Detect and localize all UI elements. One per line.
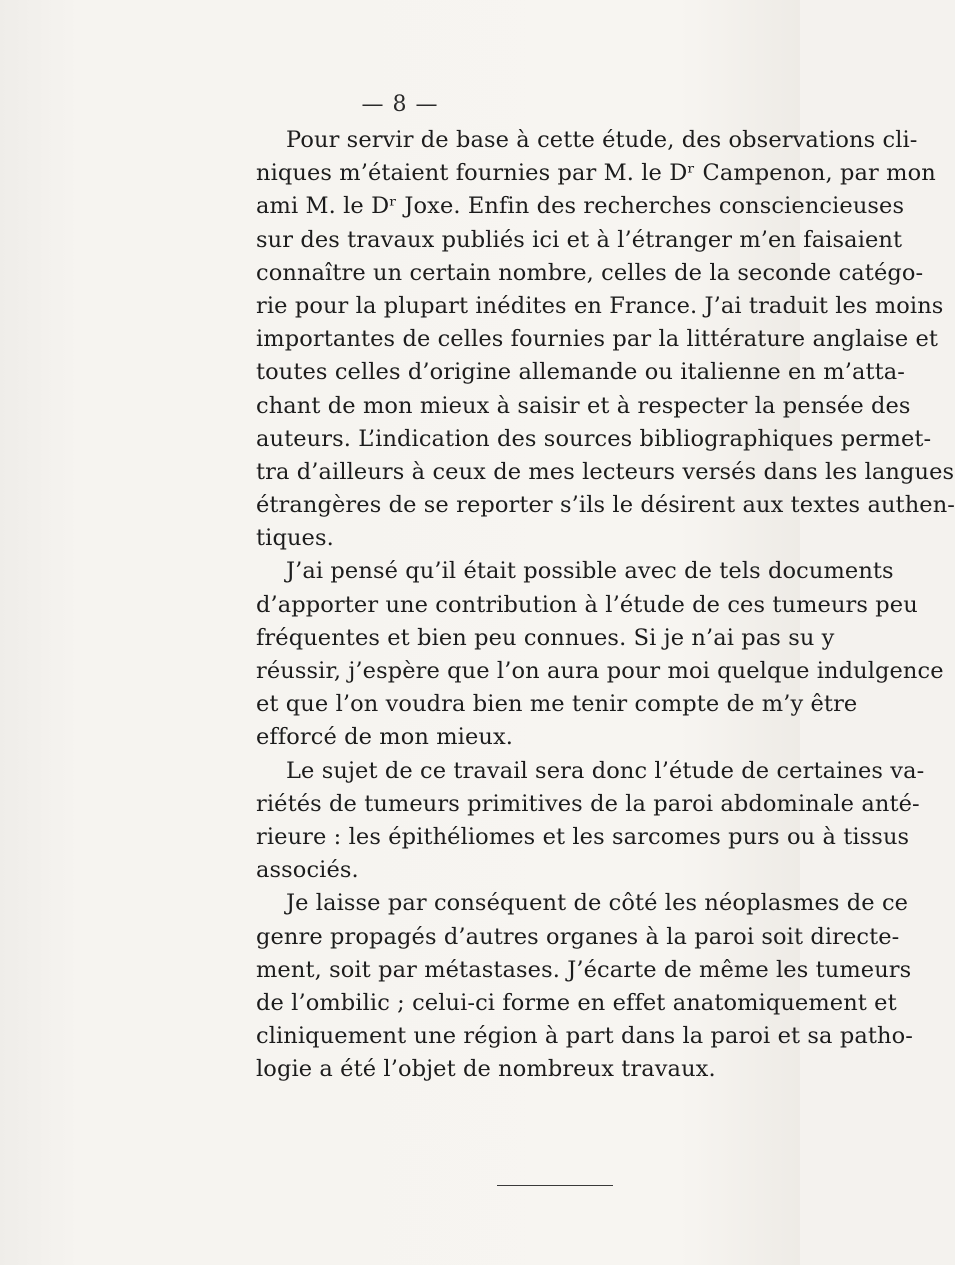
text-line: chant de mon mieux à saisir et à respecter la pensée des <box>256 392 911 419</box>
text-line: Le sujet de ce travail sera donc l’étude de certaines va- <box>286 757 925 784</box>
body-text <box>256 124 955 1086</box>
text-line: ment, soit par métastases. J’écarte de même les tumeurs <box>256 956 912 983</box>
text-line: Je laisse par conséquent de côté les néoplasmes de ce <box>286 890 909 917</box>
text-line: niques m’étaient fournies par M. le Dʳ Campenon, par mon <box>256 160 936 187</box>
page-number: — 8 — <box>361 92 439 117</box>
text-line: genre propagés d’autres organes à la paroi soit directe- <box>256 923 900 950</box>
paragraph-2 <box>256 555 944 754</box>
text-line: Pour servir de base à cette étude, des observations cli- <box>286 127 918 153</box>
text-line: rie pour la plupart inédites en France. J’ai traduit les moins <box>256 292 944 319</box>
text-line: importantes de celles fournies par la littérature anglaise et <box>256 326 939 353</box>
text-line: riétés de tumeurs primitives de la paroi abdominale anté- <box>256 790 920 817</box>
paragraph-4 <box>256 887 913 1086</box>
text-line: auteurs. L’indication des sources bibliographiques permet- <box>256 425 932 452</box>
text-line: de l’ombilic ; celui-ci forme en effet anatomiquement et <box>256 989 897 1016</box>
text-line: ami M. le Dʳ Joxe. Enfin des recherches consciencieuses <box>256 193 905 220</box>
text-line: rieure : les épithéliomes et les sarcomes purs ou à tissus <box>256 823 910 850</box>
text-line: toutes celles d’origine allemande ou italienne en m’atta- <box>256 359 905 386</box>
text-line: sur des travaux publiés ici et à l’étranger m’en faisaient <box>256 226 903 253</box>
text-line: efforcé de mon mieux. <box>256 724 514 751</box>
text-line: réussir, j’espère que l’on aura pour moi quelque indulgence <box>256 658 944 684</box>
text-line: étrangères de se reporter s’ils le désirent aux textes authen- <box>256 492 955 519</box>
text-line: d’apporter une contribution à l’étude de ces tumeurs peu <box>256 591 918 618</box>
text-line: cliniquement une région à part dans la paroi et sa patho- <box>256 1023 913 1050</box>
text-line: et que l’on voudra bien me tenir compte de m’y être <box>256 691 858 718</box>
text-line: J’ai pensé qu’il était possible avec de tels documents <box>286 558 894 585</box>
section-divider <box>497 1185 613 1186</box>
paragraph-1 <box>256 124 955 555</box>
text-line: logie a été l’objet de nombreux travaux. <box>256 1056 716 1083</box>
text-line: tra d’ailleurs à ceux de mes lecteurs versés dans les langues <box>256 458 955 485</box>
text-line: connaître un certain nombre, celles de la seconde catégo- <box>256 259 924 286</box>
text-line: associés. <box>256 857 359 884</box>
text-line: tiques. <box>256 525 334 552</box>
text-line: fréquentes et bien peu connues. Si je n’ai pas su y <box>256 624 835 651</box>
paragraph-3 <box>256 755 925 888</box>
